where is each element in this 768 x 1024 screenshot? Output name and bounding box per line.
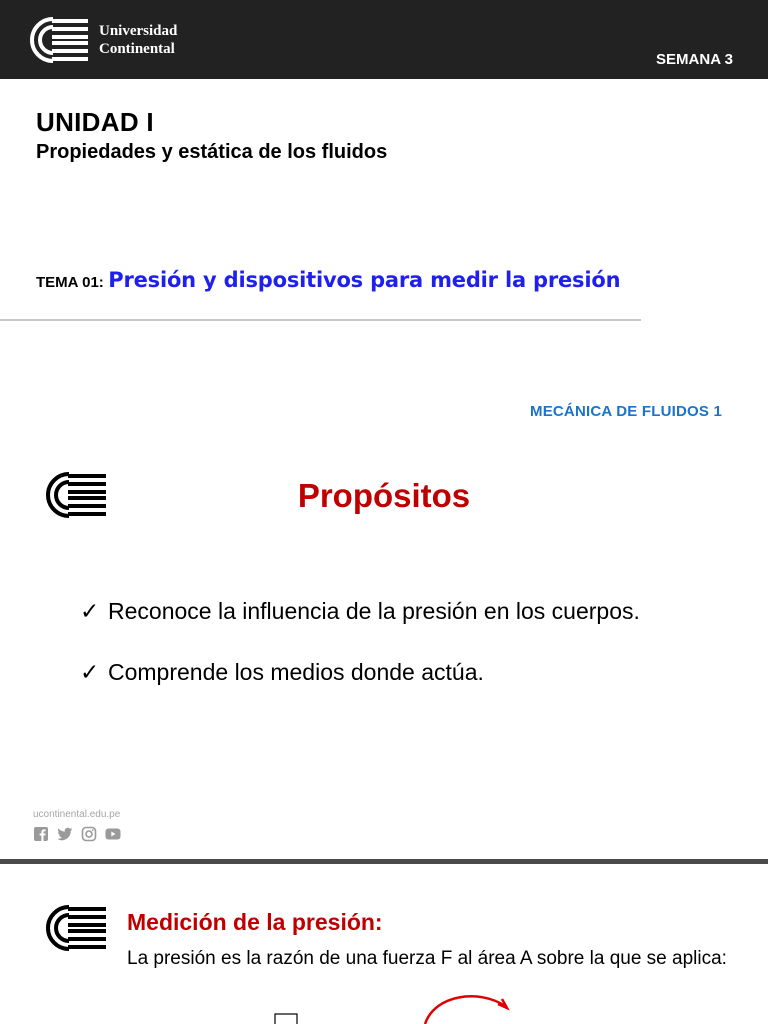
- topic-line: [36, 268, 620, 292]
- unit-subtitle: Propiedades y estática de los fluidos: [36, 141, 388, 163]
- brand-line1: Universidad: [99, 23, 178, 39]
- website-link[interactable]: ucontinental.edu.pe: [33, 809, 121, 820]
- section-text: La presión es la razón de una fuerza F al área A sobre la que se aplica:: [127, 948, 727, 969]
- twitter-icon[interactable]: [57, 826, 73, 842]
- youtube-icon[interactable]: [105, 826, 121, 842]
- header-bar: [0, 0, 768, 79]
- list-item: [80, 659, 640, 720]
- unit-title: UNIDAD I: [36, 107, 154, 137]
- university-logo-icon: [46, 905, 108, 951]
- list-item-text: Reconoce la influencia de la presión en los cuerpos.: [108, 598, 640, 624]
- social-icons: [33, 826, 121, 842]
- content-slide: [0, 864, 768, 1024]
- pressure-formula-graphic: [180, 984, 580, 1024]
- brand-name: [99, 22, 177, 58]
- facebook-icon[interactable]: [33, 826, 49, 842]
- brand-line2: Continental: [99, 41, 175, 57]
- divider-line: [0, 319, 641, 321]
- purposes-list: [80, 598, 640, 720]
- university-logo-icon: [30, 17, 88, 63]
- section-title: Medición de la presión:: [127, 909, 383, 935]
- check-icon: ✓: [80, 659, 100, 685]
- topic-label: TEMA 01:: [36, 274, 104, 291]
- topic-title: Presión y dispositivos para medir la presión: [108, 268, 621, 292]
- course-name: MECÁNICA DE FLUIDOS 1: [530, 403, 722, 420]
- instagram-icon[interactable]: [81, 826, 97, 842]
- purposes-title: Propósitos: [297, 477, 471, 514]
- check-icon: ✓: [80, 598, 100, 624]
- list-item-text: Comprende los medios donde actúa.: [108, 659, 484, 685]
- week-label: SEMANA 3: [656, 51, 733, 68]
- list-item: [80, 598, 640, 659]
